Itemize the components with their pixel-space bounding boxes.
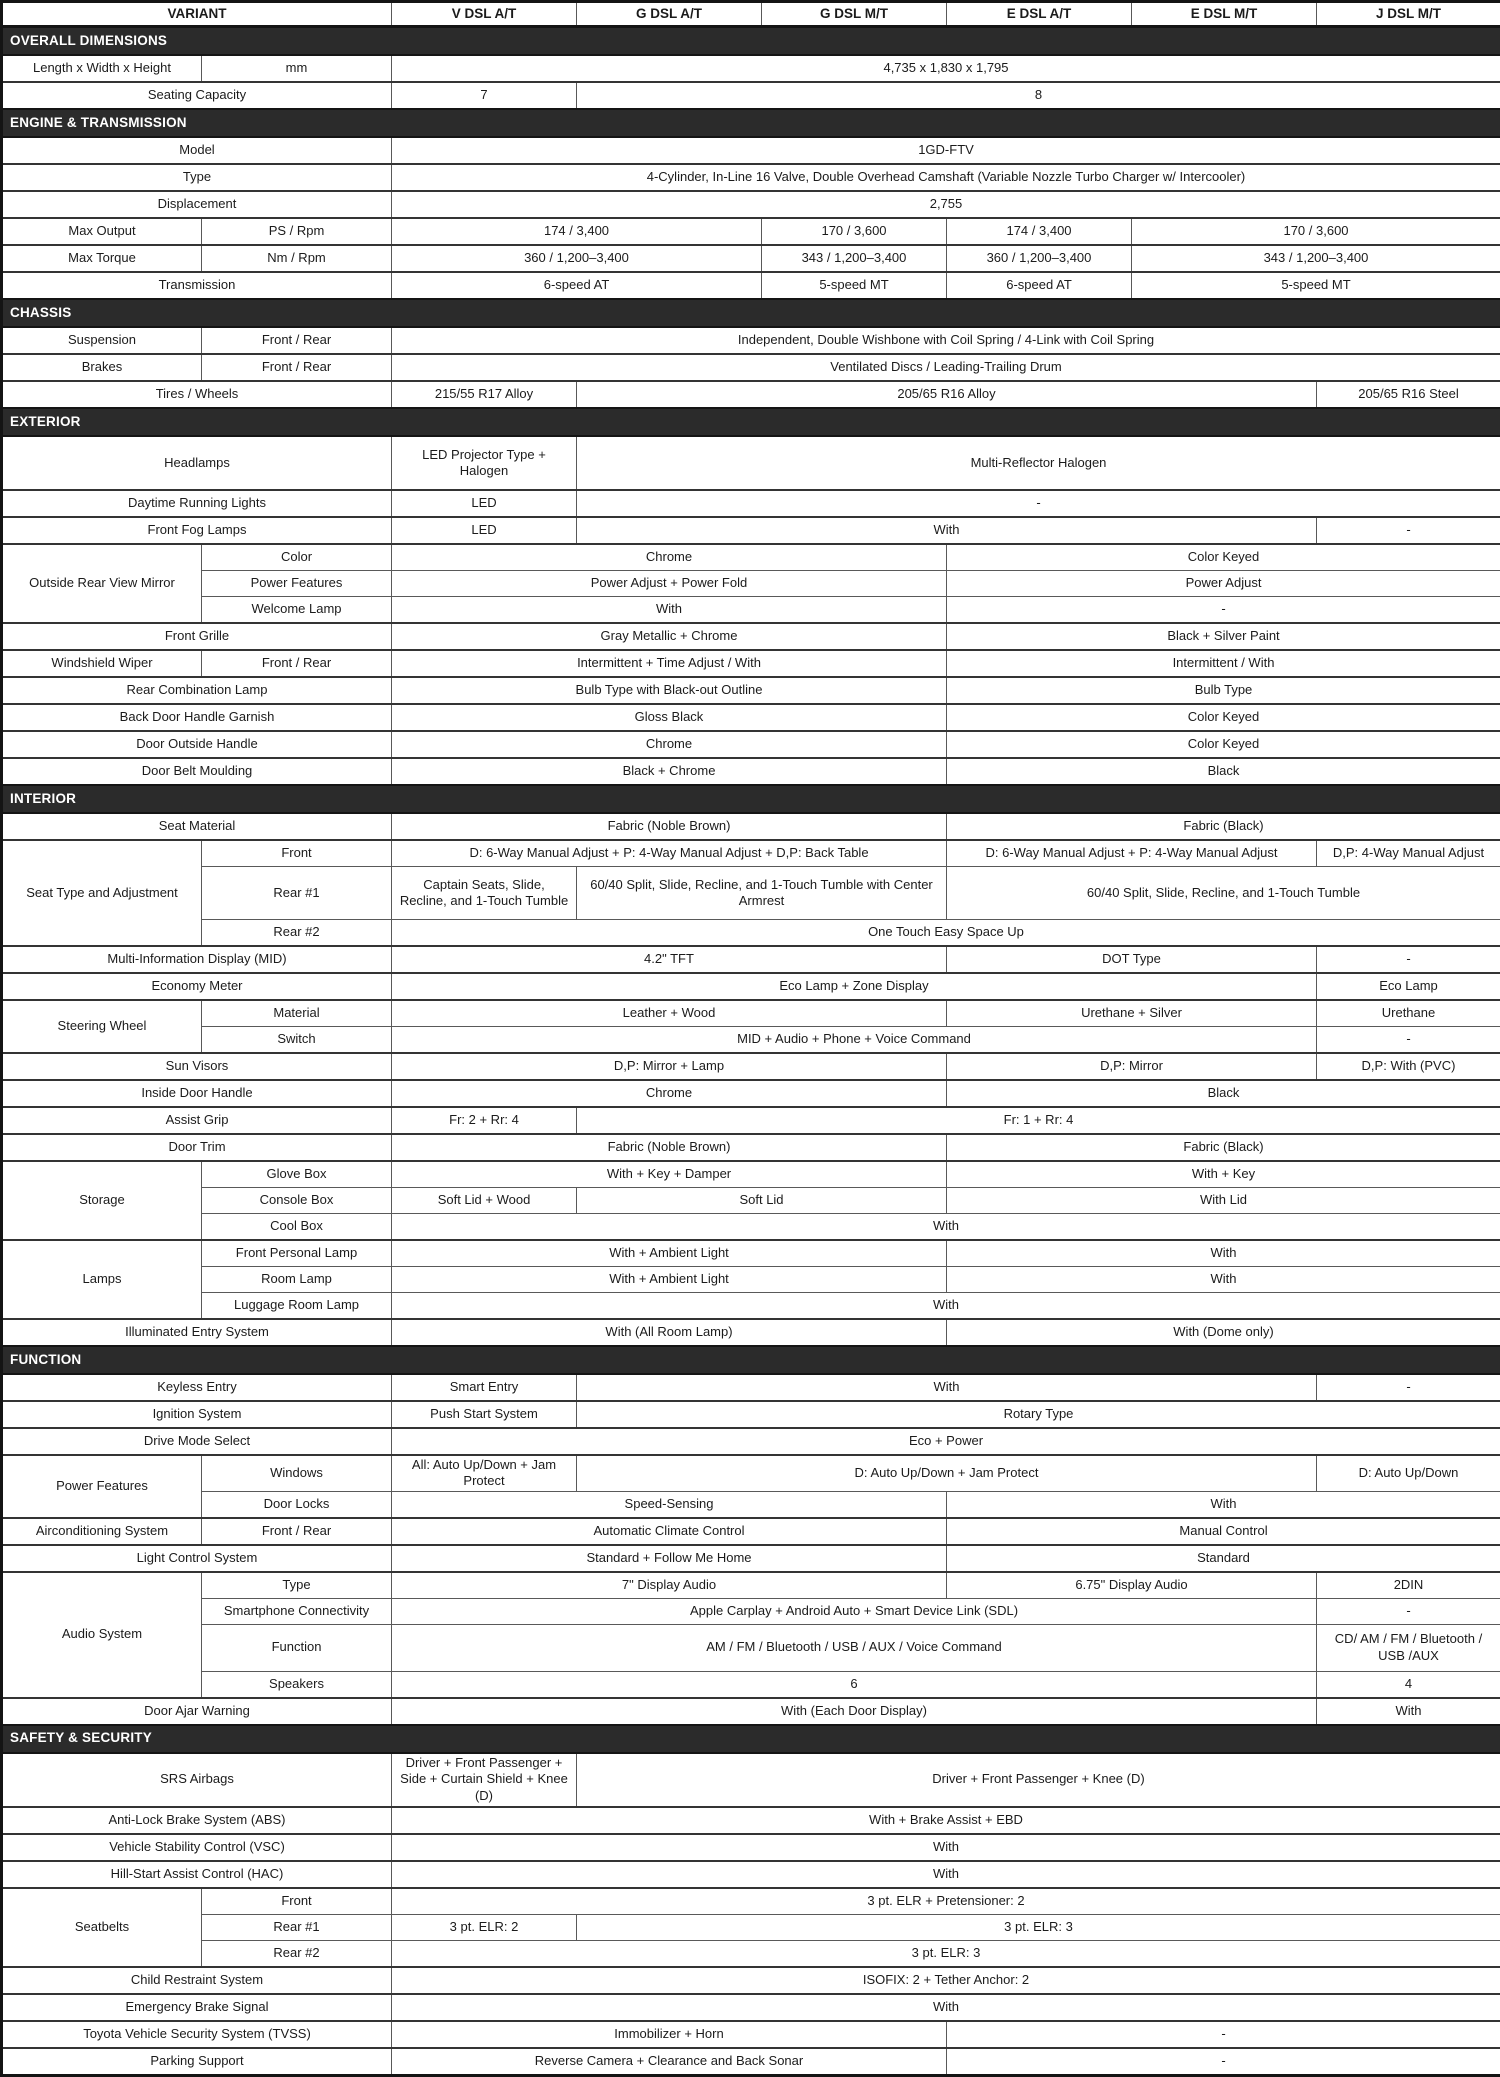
spec-row-vehicle-stability-control-vsc: [2, 1834, 1500, 1861]
spec-row-drive-mode-select: [2, 1428, 1500, 1455]
row-label-child-restraint-system: Child Restraint System: [2, 1967, 392, 1994]
row-label-toyota-vehicle-security-system-tvss: Toyota Vehicle Security System (TVSS): [2, 2021, 392, 2048]
row-sublabel-front-rear: Front / Rear: [202, 1518, 392, 1545]
spec-row-brakes: [2, 354, 1500, 381]
spec-row-console-box: [2, 1188, 1500, 1214]
value-cell: Manual Control: [947, 1518, 1500, 1545]
spec-row-economy-meter: [2, 973, 1500, 1000]
spec-row-room-lamp: [2, 1267, 1500, 1293]
row-label-windshield-wiper: Windshield Wiper: [2, 650, 202, 677]
row-label-door-ajar-warning: Door Ajar Warning: [2, 1698, 392, 1725]
row-label-light-control-system: Light Control System: [2, 1545, 392, 1572]
row-sublabel-glove-box: Glove Box: [202, 1161, 392, 1188]
row-sublabel-function: Function: [202, 1624, 392, 1671]
value-cell: 6: [392, 1671, 1317, 1698]
value-cell: Ventilated Discs / Leading-Trailing Drum: [392, 354, 1500, 381]
value-cell: -: [1317, 1598, 1500, 1624]
spec-row-light-control-system: [2, 1545, 1500, 1572]
spec-row-windshield-wiper: [2, 650, 1500, 677]
row-label-door-outside-handle: Door Outside Handle: [2, 731, 392, 758]
spec-row-cool-box: [2, 1214, 1500, 1241]
row-label-suspension: Suspension: [2, 327, 202, 354]
spec-row-tires-wheels: [2, 381, 1500, 408]
spec-row-type: [2, 164, 1500, 191]
spec-row-emergency-brake-signal: [2, 1994, 1500, 2021]
value-cell: 4-Cylinder, In-Line 16 Valve, Double Overhead Camshaft (Variable Nozzle Turbo Charger w/ Intercooler): [392, 164, 1500, 191]
value-cell: Color Keyed: [947, 704, 1500, 731]
value-cell: 3 pt. ELR: 3: [577, 1914, 1500, 1940]
variant-header-row: [2, 2, 1500, 27]
row-sublabel-rear-1: Rear #1: [202, 867, 392, 920]
spec-row-front-fog-lamps: [2, 517, 1500, 544]
row-sublabel-ps-rpm: PS / Rpm: [202, 218, 392, 245]
value-cell: With: [947, 1267, 1500, 1293]
value-cell: 60/40 Split, Slide, Recline, and 1-Touch Tumble with Center Armrest: [577, 867, 947, 920]
value-cell: Power Adjust: [947, 571, 1500, 597]
row-sublabel-color: Color: [202, 544, 392, 571]
spec-row-illuminated-entry-system: [2, 1319, 1500, 1346]
row-sublabel-welcome-lamp: Welcome Lamp: [202, 597, 392, 624]
value-cell: Bulb Type: [947, 677, 1500, 704]
value-cell: D: Auto Up/Down: [1317, 1455, 1500, 1491]
value-cell: With: [1317, 1698, 1500, 1725]
spec-row-speakers: [2, 1671, 1500, 1698]
value-cell: -: [947, 2021, 1500, 2048]
row-sublabel-windows: Windows: [202, 1455, 392, 1491]
spec-row-welcome-lamp: [2, 597, 1500, 624]
value-cell: Push Start System: [392, 1401, 577, 1428]
value-cell: With + Ambient Light: [392, 1267, 947, 1293]
value-cell: Immobilizer + Horn: [392, 2021, 947, 2048]
row-label-front-grille: Front Grille: [2, 623, 392, 650]
value-cell: 343 / 1,200–3,400: [762, 245, 947, 272]
spec-row-seat-type-and-adjustment: [2, 840, 1500, 867]
value-cell: -: [1317, 517, 1500, 544]
column-header-v-dsl-a-t: V DSL A/T: [392, 2, 577, 27]
value-cell: Eco + Power: [392, 1428, 1500, 1455]
spec-row-parking-support: [2, 2048, 1500, 2076]
value-cell: DOT Type: [947, 946, 1317, 973]
value-cell: Independent, Double Wishbone with Coil Spring / 4-Link with Coil Spring: [392, 327, 1500, 354]
row-sublabel-console-box: Console Box: [202, 1188, 392, 1214]
value-cell: Fr: 1 + Rr: 4: [577, 1107, 1500, 1134]
row-label-audio-system: Audio System: [2, 1572, 202, 1698]
spec-row-child-restraint-system: [2, 1967, 1500, 1994]
value-cell: -: [1317, 1374, 1500, 1401]
value-cell: 4,735 x 1,830 x 1,795: [392, 55, 1500, 82]
value-cell: 3 pt. ELR + Pretensioner: 2: [392, 1888, 1500, 1915]
value-cell: Multi-Reflector Halogen: [577, 436, 1500, 490]
row-sublabel-front: Front: [202, 1888, 392, 1915]
spec-row-max-torque: [2, 245, 1500, 272]
value-cell: Fabric (Black): [947, 813, 1500, 840]
value-cell: With: [392, 1293, 1500, 1320]
value-cell: All: Auto Up/Down + Jam Protect: [392, 1455, 577, 1491]
value-cell: With + Ambient Light: [392, 1240, 947, 1267]
row-label-srs-airbags: SRS Airbags: [2, 1753, 392, 1807]
row-label-seating-capacity: Seating Capacity: [2, 82, 392, 109]
value-cell: 7: [392, 82, 577, 109]
value-cell: Black + Chrome: [392, 758, 947, 785]
spec-row-assist-grip: [2, 1107, 1500, 1134]
row-sublabel-luggage-room-lamp: Luggage Room Lamp: [202, 1293, 392, 1320]
row-label-model: Model: [2, 137, 392, 164]
row-label-emergency-brake-signal: Emergency Brake Signal: [2, 1994, 392, 2021]
value-cell: LED Projector Type + Halogen: [392, 436, 577, 490]
value-cell: With (All Room Lamp): [392, 1319, 947, 1346]
value-cell: D: 6-Way Manual Adjust + P: 4-Way Manual Adjust: [947, 840, 1317, 867]
value-cell: D,P: Mirror + Lamp: [392, 1053, 947, 1080]
spec-row-steering-wheel: [2, 1000, 1500, 1027]
value-cell: -: [577, 490, 1500, 517]
spec-row-outside-rear-view-mirror: [2, 544, 1500, 571]
spec-row-seatbelts: [2, 1888, 1500, 1915]
spec-row-smartphone-connectivity: [2, 1598, 1500, 1624]
value-cell: 205/65 R16 Alloy: [577, 381, 1317, 408]
value-cell: CD/ AM / FM / Bluetooth / USB /AUX: [1317, 1624, 1500, 1671]
section-row-engine-transmission: [2, 109, 1500, 137]
value-cell: 4: [1317, 1671, 1500, 1698]
value-cell: Fabric (Black): [947, 1134, 1500, 1161]
spec-row-door-outside-handle: [2, 731, 1500, 758]
value-cell: 5-speed MT: [762, 272, 947, 299]
spec-row-rear-1: [2, 867, 1500, 920]
row-label-door-belt-moulding: Door Belt Moulding: [2, 758, 392, 785]
spec-row-anti-lock-brake-system-abs: [2, 1807, 1500, 1834]
spec-row-back-door-handle-garnish: [2, 704, 1500, 731]
value-cell: Intermittent / With: [947, 650, 1500, 677]
value-cell: Driver + Front Passenger + Side + Curtain Shield + Knee (D): [392, 1753, 577, 1807]
spec-row-rear-2: [2, 1940, 1500, 1967]
row-label-headlamps: Headlamps: [2, 436, 392, 490]
row-label-seatbelts: Seatbelts: [2, 1888, 202, 1967]
row-sublabel-rear-1: Rear #1: [202, 1914, 392, 1940]
value-cell: Intermittent + Time Adjust / With: [392, 650, 947, 677]
spec-row-multi-information-display-mid: [2, 946, 1500, 973]
spec-row-airconditioning-system: [2, 1518, 1500, 1545]
value-cell: 4.2" TFT: [392, 946, 947, 973]
value-cell: 7" Display Audio: [392, 1572, 947, 1599]
value-cell: With (Each Door Display): [392, 1698, 1317, 1725]
spec-row-door-belt-moulding: [2, 758, 1500, 785]
spec-row-audio-system: [2, 1572, 1500, 1599]
spec-row-luggage-room-lamp: [2, 1293, 1500, 1320]
row-sublabel-power-features: Power Features: [202, 571, 392, 597]
spec-row-length-x-width-x-height: [2, 55, 1500, 82]
row-sublabel-front-rear: Front / Rear: [202, 327, 392, 354]
value-cell: One Touch Easy Space Up: [392, 920, 1500, 947]
row-sublabel-mm: mm: [202, 55, 392, 82]
value-cell: Standard: [947, 1545, 1500, 1572]
spec-row-keyless-entry: [2, 1374, 1500, 1401]
value-cell: 360 / 1,200–3,400: [947, 245, 1132, 272]
spec-row-door-locks: [2, 1491, 1500, 1518]
value-cell: -: [1317, 946, 1500, 973]
row-label-hill-start-assist-control-hac: Hill-Start Assist Control (HAC): [2, 1861, 392, 1888]
value-cell: With: [947, 1491, 1500, 1518]
value-cell: Black: [947, 1080, 1500, 1107]
row-sublabel-rear-2: Rear #2: [202, 920, 392, 947]
row-sublabel-front-rear: Front / Rear: [202, 650, 392, 677]
value-cell: Color Keyed: [947, 731, 1500, 758]
section-title-chassis: CHASSIS: [2, 299, 1500, 327]
section-row-exterior: [2, 408, 1500, 436]
value-cell: D,P: 4-Way Manual Adjust: [1317, 840, 1500, 867]
value-cell: 170 / 3,600: [762, 218, 947, 245]
column-header-g-dsl-m-t: G DSL M/T: [762, 2, 947, 27]
row-label-ignition-system: Ignition System: [2, 1401, 392, 1428]
row-label-transmission: Transmission: [2, 272, 392, 299]
column-header-variant: VARIANT: [2, 2, 392, 27]
section-title-overall-dimensions: OVERALL DIMENSIONS: [2, 27, 1500, 56]
value-cell: 6-speed AT: [392, 272, 762, 299]
value-cell: 205/65 R16 Steel: [1317, 381, 1500, 408]
value-cell: Leather + Wood: [392, 1000, 947, 1027]
value-cell: With: [392, 597, 947, 624]
value-cell: D,P: With (PVC): [1317, 1053, 1500, 1080]
value-cell: AM / FM / Bluetooth / USB / AUX / Voice Command: [392, 1624, 1317, 1671]
value-cell: 174 / 3,400: [392, 218, 762, 245]
value-cell: Speed-Sensing: [392, 1491, 947, 1518]
value-cell: 5-speed MT: [1132, 272, 1500, 299]
spec-row-front-grille: [2, 623, 1500, 650]
value-cell: With: [392, 1214, 1500, 1241]
value-cell: Gloss Black: [392, 704, 947, 731]
spec-row-function: [2, 1624, 1500, 1671]
value-cell: -: [947, 597, 1500, 624]
row-label-steering-wheel: Steering Wheel: [2, 1000, 202, 1053]
header-row: [2, 2, 1500, 27]
value-cell: Black + Silver Paint: [947, 623, 1500, 650]
value-cell: With: [947, 1240, 1500, 1267]
spec-row-door-ajar-warning: [2, 1698, 1500, 1725]
row-sublabel-front-personal-lamp: Front Personal Lamp: [202, 1240, 392, 1267]
column-header-e-dsl-a-t: E DSL A/T: [947, 2, 1132, 27]
row-label-front-fog-lamps: Front Fog Lamps: [2, 517, 392, 544]
value-cell: ISOFIX: 2 + Tether Anchor: 2: [392, 1967, 1500, 1994]
section-title-engine-transmission: ENGINE & TRANSMISSION: [2, 109, 1500, 137]
value-cell: 170 / 3,600: [1132, 218, 1500, 245]
spec-row-power-features: [2, 571, 1500, 597]
value-cell: 360 / 1,200–3,400: [392, 245, 762, 272]
section-title-exterior: EXTERIOR: [2, 408, 1500, 436]
row-label-daytime-running-lights: Daytime Running Lights: [2, 490, 392, 517]
row-label-length-x-width-x-height: Length x Width x Height: [2, 55, 202, 82]
row-label-door-trim: Door Trim: [2, 1134, 392, 1161]
value-cell: With: [392, 1834, 1500, 1861]
value-cell: -: [947, 2048, 1500, 2076]
row-sublabel-type: Type: [202, 1572, 392, 1599]
spec-row-storage: [2, 1161, 1500, 1188]
section-row-safety-security: [2, 1725, 1500, 1753]
value-cell: 174 / 3,400: [947, 218, 1132, 245]
row-sublabel-cool-box: Cool Box: [202, 1214, 392, 1241]
row-label-inside-door-handle: Inside Door Handle: [2, 1080, 392, 1107]
row-label-vehicle-stability-control-vsc: Vehicle Stability Control (VSC): [2, 1834, 392, 1861]
value-cell: 1GD-FTV: [392, 137, 1500, 164]
row-sublabel-nm-rpm: Nm / Rpm: [202, 245, 392, 272]
spec-row-ignition-system: [2, 1401, 1500, 1428]
value-cell: 2,755: [392, 191, 1500, 218]
row-label-rear-combination-lamp: Rear Combination Lamp: [2, 677, 392, 704]
value-cell: Eco Lamp + Zone Display: [392, 973, 1317, 1000]
spec-row-rear-2: [2, 920, 1500, 947]
spec-table-body: [2, 27, 1500, 2076]
value-cell: With: [392, 1994, 1500, 2021]
value-cell: Soft Lid: [577, 1188, 947, 1214]
value-cell: Smart Entry: [392, 1374, 577, 1401]
row-label-parking-support: Parking Support: [2, 2048, 392, 2076]
value-cell: D: Auto Up/Down + Jam Protect: [577, 1455, 1317, 1491]
value-cell: Driver + Front Passenger + Knee (D): [577, 1753, 1500, 1807]
spec-row-model: [2, 137, 1500, 164]
row-label-sun-visors: Sun Visors: [2, 1053, 392, 1080]
column-header-j-dsl-m-t: J DSL M/T: [1317, 2, 1500, 27]
row-label-type: Type: [2, 164, 392, 191]
section-row-interior: [2, 785, 1500, 813]
spec-row-rear-combination-lamp: [2, 677, 1500, 704]
value-cell: With: [577, 517, 1317, 544]
value-cell: With: [577, 1374, 1317, 1401]
row-label-back-door-handle-garnish: Back Door Handle Garnish: [2, 704, 392, 731]
row-sublabel-room-lamp: Room Lamp: [202, 1267, 392, 1293]
spec-row-seat-material: [2, 813, 1500, 840]
row-label-max-torque: Max Torque: [2, 245, 202, 272]
value-cell: -: [1317, 1027, 1500, 1054]
value-cell: 2DIN: [1317, 1572, 1500, 1599]
section-title-function: FUNCTION: [2, 1346, 1500, 1374]
value-cell: With + Brake Assist + EBD: [392, 1807, 1500, 1834]
spec-row-suspension: [2, 327, 1500, 354]
row-sublabel-smartphone-connectivity: Smartphone Connectivity: [202, 1598, 392, 1624]
value-cell: With (Dome only): [947, 1319, 1500, 1346]
value-cell: With Lid: [947, 1188, 1500, 1214]
spec-row-rear-1: [2, 1914, 1500, 1940]
value-cell: Color Keyed: [947, 544, 1500, 571]
value-cell: 3 pt. ELR: 3: [392, 1940, 1500, 1967]
section-row-overall-dimensions: [2, 27, 1500, 56]
value-cell: 8: [577, 82, 1500, 109]
spec-row-srs-airbags: [2, 1753, 1500, 1807]
row-label-airconditioning-system: Airconditioning System: [2, 1518, 202, 1545]
value-cell: With: [392, 1861, 1500, 1888]
value-cell: Urethane + Silver: [947, 1000, 1317, 1027]
value-cell: Chrome: [392, 544, 947, 571]
row-sublabel-front: Front: [202, 840, 392, 867]
value-cell: Rotary Type: [577, 1401, 1500, 1428]
value-cell: MID + Audio + Phone + Voice Command: [392, 1027, 1317, 1054]
value-cell: With + Key: [947, 1161, 1500, 1188]
row-label-illuminated-entry-system: Illuminated Entry System: [2, 1319, 392, 1346]
value-cell: Urethane: [1317, 1000, 1500, 1027]
value-cell: Captain Seats, Slide, Recline, and 1-Touch Tumble: [392, 867, 577, 920]
value-cell: Power Adjust + Power Fold: [392, 571, 947, 597]
column-header-g-dsl-a-t: G DSL A/T: [577, 2, 762, 27]
value-cell: LED: [392, 490, 577, 517]
section-row-function: [2, 1346, 1500, 1374]
spec-row-switch: [2, 1027, 1500, 1054]
value-cell: Gray Metallic + Chrome: [392, 623, 947, 650]
spec-row-sun-visors: [2, 1053, 1500, 1080]
row-label-power-features: Power Features: [2, 1455, 202, 1518]
row-sublabel-door-locks: Door Locks: [202, 1491, 392, 1518]
value-cell: Soft Lid + Wood: [392, 1188, 577, 1214]
value-cell: Bulb Type with Black-out Outline: [392, 677, 947, 704]
row-label-brakes: Brakes: [2, 354, 202, 381]
value-cell: Fabric (Noble Brown): [392, 813, 947, 840]
value-cell: With + Key + Damper: [392, 1161, 947, 1188]
value-cell: 6.75" Display Audio: [947, 1572, 1317, 1599]
row-label-drive-mode-select: Drive Mode Select: [2, 1428, 392, 1455]
value-cell: Chrome: [392, 1080, 947, 1107]
value-cell: Fabric (Noble Brown): [392, 1134, 947, 1161]
value-cell: 60/40 Split, Slide, Recline, and 1-Touch Tumble: [947, 867, 1500, 920]
row-label-lamps: Lamps: [2, 1240, 202, 1319]
row-label-outside-rear-view-mirror: Outside Rear View Mirror: [2, 544, 202, 623]
value-cell: Eco Lamp: [1317, 973, 1500, 1000]
value-cell: 343 / 1,200–3,400: [1132, 245, 1500, 272]
value-cell: LED: [392, 517, 577, 544]
spec-row-displacement: [2, 191, 1500, 218]
section-title-safety-security: SAFETY & SECURITY: [2, 1725, 1500, 1753]
value-cell: Black: [947, 758, 1500, 785]
section-row-chassis: [2, 299, 1500, 327]
row-sublabel-speakers: Speakers: [202, 1671, 392, 1698]
column-header-e-dsl-m-t: E DSL M/T: [1132, 2, 1317, 27]
spec-row-toyota-vehicle-security-system-tvss: [2, 2021, 1500, 2048]
row-label-assist-grip: Assist Grip: [2, 1107, 392, 1134]
value-cell: Chrome: [392, 731, 947, 758]
spec-row-seating-capacity: [2, 82, 1500, 109]
row-sublabel-rear-2: Rear #2: [202, 1940, 392, 1967]
value-cell: Fr: 2 + Rr: 4: [392, 1107, 577, 1134]
row-sublabel-material: Material: [202, 1000, 392, 1027]
row-label-max-output: Max Output: [2, 218, 202, 245]
row-label-anti-lock-brake-system-abs: Anti-Lock Brake System (ABS): [2, 1807, 392, 1834]
value-cell: 6-speed AT: [947, 272, 1132, 299]
spec-row-headlamps: [2, 436, 1500, 490]
row-label-multi-information-display-mid: Multi-Information Display (MID): [2, 946, 392, 973]
spec-row-max-output: [2, 218, 1500, 245]
spec-row-transmission: [2, 272, 1500, 299]
row-label-tires-wheels: Tires / Wheels: [2, 381, 392, 408]
row-label-seat-material: Seat Material: [2, 813, 392, 840]
value-cell: Automatic Climate Control: [392, 1518, 947, 1545]
row-sublabel-switch: Switch: [202, 1027, 392, 1054]
spec-row-lamps: [2, 1240, 1500, 1267]
spec-row-door-trim: [2, 1134, 1500, 1161]
spec-row-daytime-running-lights: [2, 490, 1500, 517]
row-label-storage: Storage: [2, 1161, 202, 1240]
row-label-economy-meter: Economy Meter: [2, 973, 392, 1000]
section-title-interior: INTERIOR: [2, 785, 1500, 813]
value-cell: 3 pt. ELR: 2: [392, 1914, 577, 1940]
value-cell: Reverse Camera + Clearance and Back Sonar: [392, 2048, 947, 2076]
value-cell: 215/55 R17 Alloy: [392, 381, 577, 408]
row-sublabel-front-rear: Front / Rear: [202, 354, 392, 381]
value-cell: D: 6-Way Manual Adjust + P: 4-Way Manual Adjust + D,P: Back Table: [392, 840, 947, 867]
row-label-displacement: Displacement: [2, 191, 392, 218]
value-cell: Apple Carplay + Android Auto + Smart Device Link (SDL): [392, 1598, 1317, 1624]
row-label-seat-type-and-adjustment: Seat Type and Adjustment: [2, 840, 202, 946]
value-cell: D,P: Mirror: [947, 1053, 1317, 1080]
row-label-keyless-entry: Keyless Entry: [2, 1374, 392, 1401]
spec-row-hill-start-assist-control-hac: [2, 1861, 1500, 1888]
value-cell: Standard + Follow Me Home: [392, 1545, 947, 1572]
spec-row-power-features: [2, 1455, 1500, 1491]
spec-row-inside-door-handle: [2, 1080, 1500, 1107]
